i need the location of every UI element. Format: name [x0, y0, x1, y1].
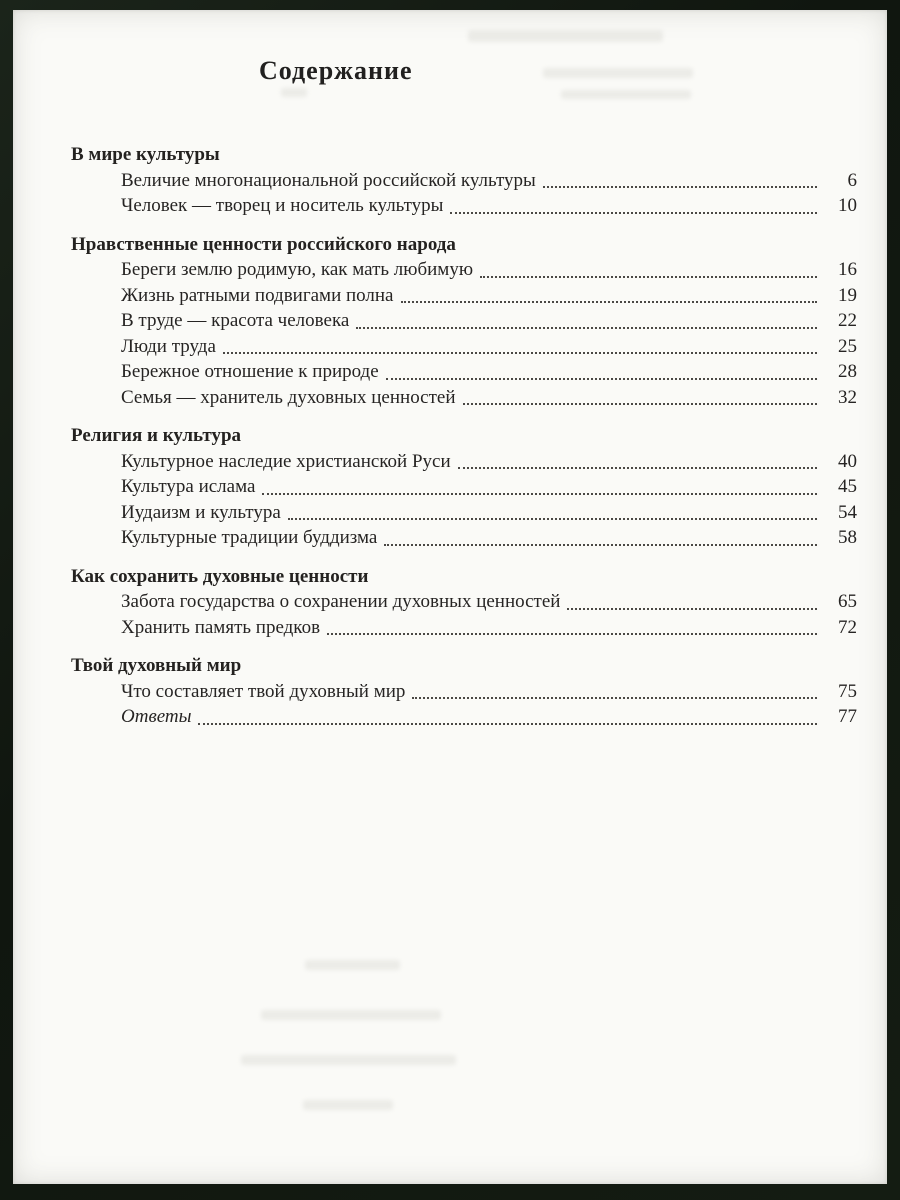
page-title: Содержание — [259, 56, 413, 85]
entry-page-number: 58 — [838, 527, 857, 548]
toc-section — [71, 423, 857, 551]
dot-leader — [450, 212, 817, 214]
entry-title: Человек — творец и носитель культуры — [121, 195, 444, 216]
dot-leader — [543, 186, 817, 188]
dot-leader — [567, 608, 817, 610]
toc-section — [71, 653, 857, 730]
entry-title: Ответы — [121, 706, 192, 727]
toc-entry — [71, 308, 857, 334]
section-heading: Как сохранить духовные ценности — [71, 565, 369, 587]
entry-page-number: 65 — [838, 591, 857, 612]
toc-entry — [71, 449, 857, 475]
page-bleed-artifact — [241, 1055, 456, 1065]
toc — [71, 142, 857, 730]
entry-title: Бережное отношение к природе — [121, 361, 379, 382]
entry-title: Береги землю родимую, как мать любимую — [121, 259, 474, 280]
entry-title: Хранить память предков — [121, 616, 321, 638]
page-bleed-artifact — [305, 960, 400, 970]
book-page — [13, 10, 887, 1184]
toc-entry — [71, 168, 857, 194]
dot-leader — [288, 518, 817, 520]
section-heading: В мире культуры — [71, 144, 220, 165]
toc-entry — [71, 615, 857, 641]
dot-leader — [412, 697, 817, 699]
entry-page-number: 10 — [838, 195, 857, 216]
entry-page-number: 72 — [838, 616, 857, 638]
entry-title: В труде — красота человека — [121, 310, 350, 331]
entry-page-number: 45 — [838, 476, 857, 497]
dot-leader — [223, 352, 817, 354]
entry-page-number: 54 — [838, 501, 857, 523]
entry-page-number: 40 — [838, 450, 857, 472]
dot-leader — [458, 467, 817, 469]
toc-entry — [71, 679, 857, 705]
entry-title: Культура ислама — [121, 476, 256, 497]
dot-leader — [327, 633, 817, 635]
section-heading: Твой духовный мир — [71, 655, 242, 676]
toc-section — [71, 564, 857, 641]
toc-entry — [71, 283, 857, 309]
toc-entry — [71, 704, 857, 730]
dot-leader — [401, 301, 818, 303]
toc-entry — [71, 589, 857, 615]
toc-entry — [71, 385, 857, 411]
entry-page-number: 19 — [838, 284, 857, 306]
toc-entry — [71, 525, 857, 551]
entry-page-number: 32 — [838, 386, 857, 408]
entry-title: Жизнь ратными подвигами полна — [121, 284, 394, 306]
dot-leader — [386, 378, 817, 380]
page-bleed-artifact — [561, 90, 691, 99]
entry-title: Культурные традиции буддизма — [121, 527, 378, 548]
dot-leader — [356, 327, 817, 329]
dot-leader — [480, 276, 817, 278]
page-bleed-artifact — [261, 1010, 441, 1020]
entry-page-number: 77 — [838, 706, 857, 727]
dot-leader — [198, 723, 817, 725]
entry-page-number: 25 — [838, 335, 857, 357]
page-bleed-artifact — [303, 1100, 393, 1110]
section-heading: Нравственные ценности российского народа — [71, 233, 456, 255]
toc-entry — [71, 474, 857, 500]
dot-leader — [384, 544, 817, 546]
entry-page-number: 16 — [838, 259, 857, 280]
entry-page-number: 22 — [838, 310, 857, 331]
dot-leader — [463, 403, 817, 405]
entry-title: Люди труда — [121, 335, 216, 357]
entry-title: Иудаизм и культура — [121, 501, 281, 523]
toc-entry — [71, 500, 857, 526]
page-bleed-artifact — [468, 30, 663, 42]
dot-leader — [262, 493, 817, 495]
entry-title: Семья — хранитель духовных ценностей — [121, 386, 456, 408]
page-bleed-artifact — [281, 88, 307, 97]
toc-section — [71, 142, 857, 219]
entry-page-number: 75 — [838, 680, 857, 702]
entry-title: Культурное наследие христианской Руси — [121, 450, 451, 472]
toc-entry — [71, 334, 857, 360]
toc-section — [71, 232, 857, 411]
toc-entry — [71, 193, 857, 219]
entry-title: Что составляет твой духовный мир — [121, 680, 406, 702]
entry-page-number: 6 — [847, 169, 857, 191]
toc-entry — [71, 359, 857, 385]
entry-title: Величие многонациональной российской культуры — [121, 169, 536, 191]
section-heading: Религия и культура — [71, 425, 242, 446]
toc-entry — [71, 257, 857, 283]
entry-title: Забота государства о сохранении духовных ценностей — [121, 591, 561, 612]
entry-page-number: 28 — [838, 361, 857, 382]
